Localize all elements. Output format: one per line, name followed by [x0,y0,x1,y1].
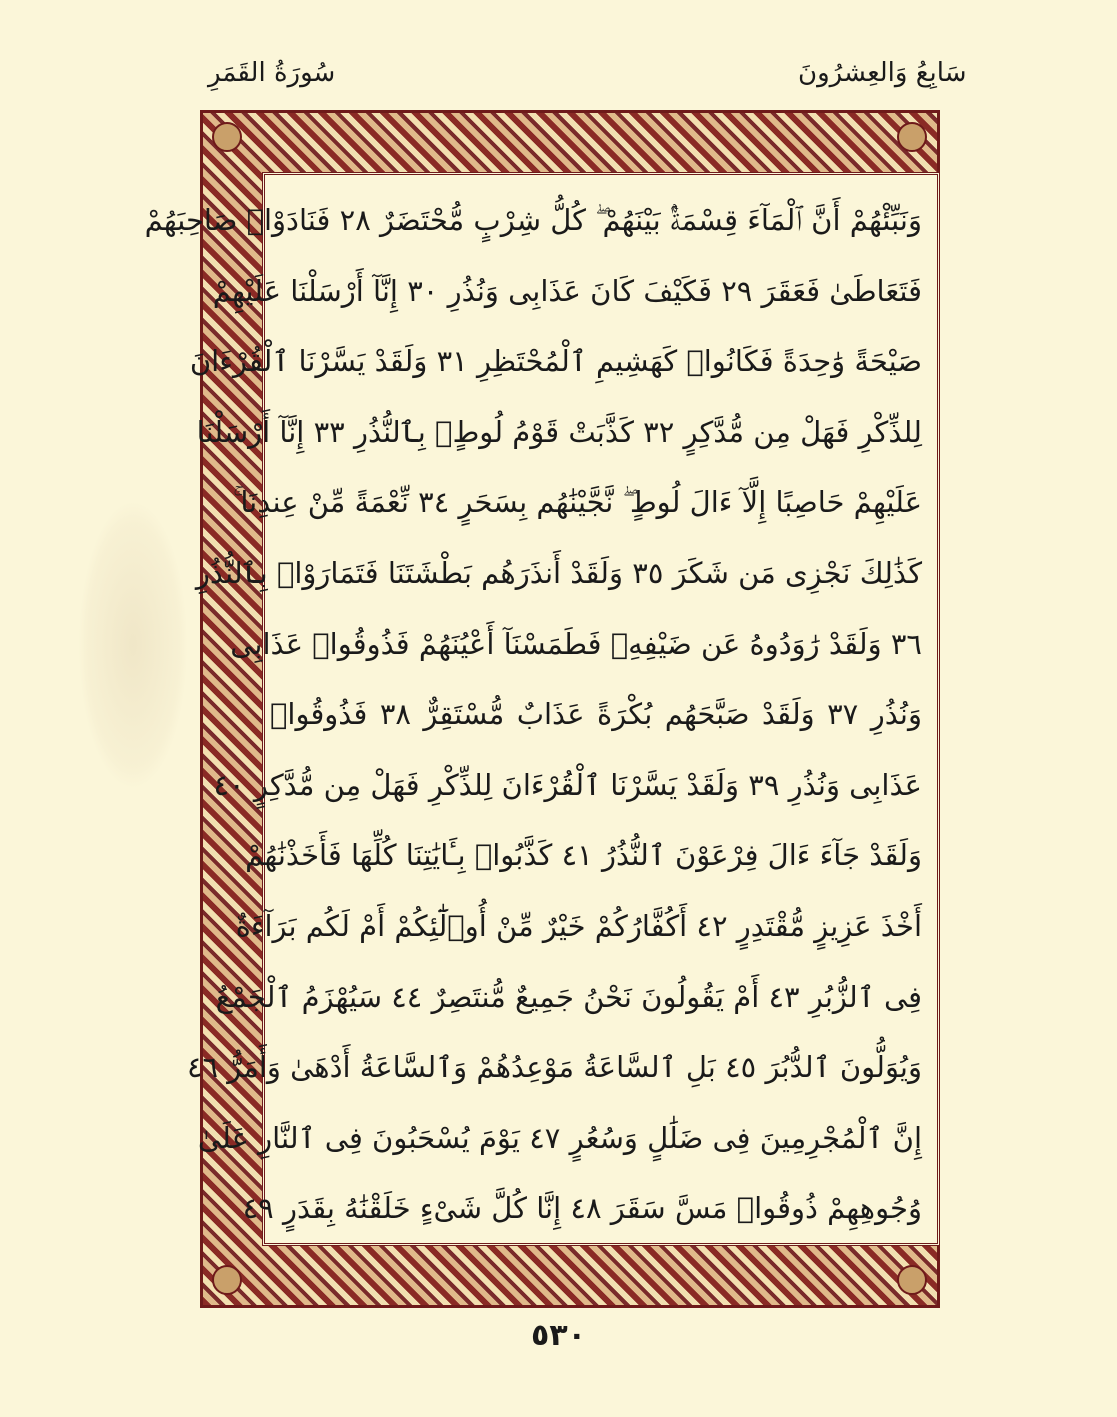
margin-medallion [78,500,188,790]
corner-ornament-bottom-right [897,1265,927,1295]
verse-line: وَيُوَلُّونَ ٱلدُّبُرَ ٤٥ بَلِ ٱلسَّاعَةُ مَوْعِدُهُمْ وَٱلسَّاعَةُ أَدْهَىٰ وَأَمَرُّ ٤٦ [186,1050,922,1085]
corner-ornament-bottom-left [212,1265,242,1295]
verse-line: إِنَّ ٱلْمُجْرِمِينَ فِى ضَلَٰلٍ وَسُعُرٍ ٤٧ يَوْمَ يُسْحَبُونَ فِى ٱلنَّارِ عَلَىٰ [197,1120,922,1155]
corner-ornament-top-right [897,122,927,152]
verse-line: صَيْحَةً وَٰحِدَةً فَكَانُوا۟ كَهَشِيمِ ٱلْمُحْتَظِرِ ٣١ وَلَقَدْ يَسَّرْنَا ٱلْقُرْءَانَ [189,344,922,379]
page-number: ٥٣٠ [531,1318,586,1353]
verse-line: كَذَٰلِكَ نَجْزِى مَن شَكَرَ ٣٥ وَلَقَدْ أَنذَرَهُم بَطْشَتَنَا فَتَمَارَوْا۟ بِٱلنُّذُرِ [195,555,922,590]
verse-line: أَخْذَ عَزِيزٍ مُّقْتَدِرٍ ٤٢ أَكُفَّارُكُمْ خَيْرٌ مِّنْ أُو۟لَٰٓئِكُمْ أَمْ لَكُم بَرَآءَةٌ [235,908,922,943]
corner-ornament-top-left [212,122,242,152]
verse-line: وَلَقَدْ جَآءَ ءَالَ فِرْعَوْنَ ٱلنُّذُرُ ٤١ كَذَّبُوا۟ بِـَٔايَٰتِنَا كُلِّهَا فَأَخَذْنَٰهُمْ [245,838,922,873]
verse-line: فَتَعَاطَىٰ فَعَقَرَ ٢٩ فَكَيْفَ كَانَ عَذَابِى وَنُذُرِ ٣٠ إِنَّآ أَرْسَلْنَا عَلَيْهِمْ [212,273,922,308]
verse-text-block [144,185,923,1245]
verse-line: عَذَابِى وَنُذُرِ ٣٩ وَلَقَدْ يَسَّرْنَا ٱلْقُرْءَانَ لِلذِّكْرِ فَهَلْ مِن مُّدَّكِرٍ ٤٠ [213,767,922,802]
verse-line: وُجُوهِهِمْ ذُوقُوا۟ مَسَّ سَقَرَ ٤٨ إِنَّا كُلَّ شَىْءٍ خَلَقْنَٰهُ بِقَدَرٍ ٤٩ [242,1191,922,1226]
verse-line: ٣٦ وَلَقَدْ رَٰوَدُوهُ عَن ضَيْفِهِۦ فَطَمَسْنَآ أَعْيُنَهُمْ فَذُوقُوا۟ عَذَابِى [230,626,922,661]
verse-line: وَنَبِّئْهُمْ أَنَّ ٱلْمَآءَ قِسْمَةٌۢ بَيْنَهُمْ ۖ كُلُّ شِرْبٍ مُّحْتَضَرٌ ٢٨ فَنَادَوْا۟ صَاحِبَهُمْ [144,203,922,237]
verse-line: عَلَيْهِمْ حَاصِبًا إِلَّآ ءَالَ لُوطٍ ۖ نَّجَّيْنَٰهُم بِسَحَرٍ ٣٤ نِّعْمَةً مِّنْ عِندِنَا ۚ [233,485,922,520]
verse-line: وَنُذُرِ ٣٧ وَلَقَدْ صَبَّحَهُم بُكْرَةً عَذَابٌ مُّسْتَقِرٌّ ٣٨ فَذُوقُوا۟ [270,697,923,732]
surah-name-header: سُورَةُ القَمَرِ [208,58,336,88]
juz-name-header: سَابِعُ وَالعِشرُونَ [798,58,967,88]
verse-line: لِلذِّكْرِ فَهَلْ مِن مُّدَّكِرٍ ٣٢ كَذَّبَتْ قَوْمُ لُوطٍۭ بِٱلنُّذُرِ ٣٣ إِنَّآ أَرْسَلْنَا [196,414,922,449]
verse-line: فِى ٱلزُّبُرِ ٤٣ أَمْ يَقُولُونَ نَحْنُ جَمِيعٌ مُّنتَصِرٌ ٤٤ سَيُهْزَمُ ٱلْجَمْعُ [215,979,922,1014]
